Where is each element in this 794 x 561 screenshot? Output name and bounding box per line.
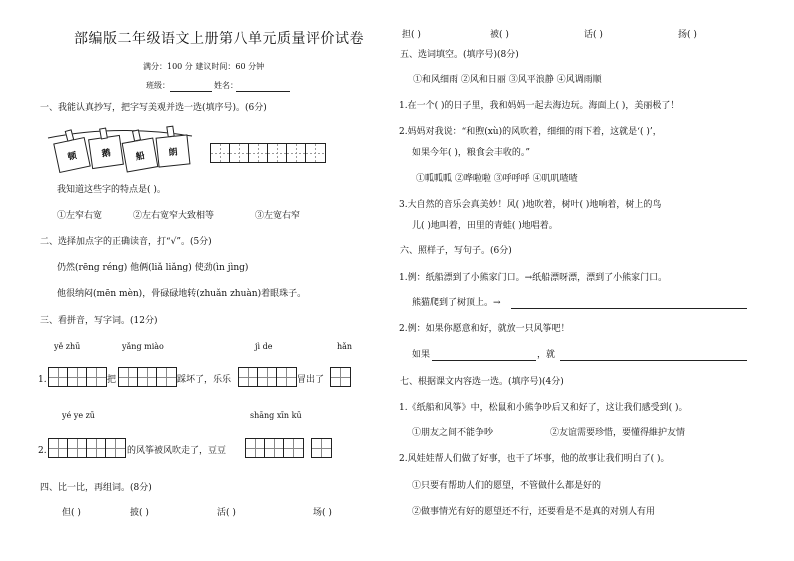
s5-options-1: ①和风细雨 ②风和日丽 ③风平浪静 ④风调雨顺 [413, 75, 602, 85]
text-fragment: 把 [107, 375, 117, 385]
write-grid[interactable] [118, 367, 177, 387]
row-number: 1. [38, 375, 47, 385]
char-card: 船 [122, 137, 159, 172]
s7-q2-option: ②做事情光有好的愿望还不行，还要看是不是真的对别人有用 [412, 507, 656, 517]
pinyin: hǎn [337, 342, 353, 351]
char-card: 顿 [53, 137, 91, 173]
compare-word: 场( ) [313, 508, 332, 518]
s2-line-2: 他很纳闷(mēn mèn)，骨碌碌地转(zhuǎn zhuàn)着眼珠子。 [57, 289, 307, 299]
pinyin: yé ye zū [62, 411, 95, 420]
s7-q2: 2.风娃娃帮人们做了好事，也干了坏事，他的故事让我们明白了( )。 [399, 454, 670, 464]
s7-q2-option: ①只要有帮助人们的愿望，不管做什么都是好的 [412, 481, 602, 491]
class-label: 班级： [146, 81, 170, 90]
s1-question: 我知道这些字的特点是( )。 [57, 185, 166, 195]
section-5-heading: 五、选词填空。(填序号)(8分) [400, 50, 519, 60]
s1-option: ③左宽右窄 [255, 211, 301, 221]
s7-q1-option: ①朋友之间不能争吵 [412, 428, 494, 438]
compare-word: 披( ) [130, 508, 149, 518]
compare-word: 活( ) [217, 508, 236, 518]
write-grid[interactable] [330, 367, 351, 387]
pinyin: jì de [255, 342, 273, 351]
s6-q1-prompt: 熊猫爬到了树顶上。→ [412, 298, 501, 308]
s2-line-1: 仍然(rēng réng) 他俩(liǎ liǎng) 使劲(ìn jìng) [57, 263, 249, 273]
s5-options-2: ①呱呱呱 ②哗啦啦 ③呼呼呼 ④叽叽喳喳 [416, 174, 578, 184]
s1-option: ①左窄右宽 [57, 211, 103, 221]
page-title: 部编版二年级语文上册第八单元质量评价试卷 [74, 31, 364, 47]
clip-icon [166, 126, 174, 138]
s6-q2: 2.例：如果你愿意和好，就放一只风筝吧！ [399, 324, 570, 334]
s5-q1: 1.在一个( )的日子里，我和妈妈一起去海边玩。海面上( )，美丽极了！ [399, 101, 680, 111]
class-blank[interactable] [170, 91, 212, 92]
answer-line[interactable] [511, 308, 747, 309]
pinyin: shāng xīn kū [250, 411, 302, 420]
row-number: 2. [38, 446, 47, 456]
answer-line[interactable] [432, 360, 536, 361]
char-card: 朗 [156, 134, 191, 167]
pinyin: yě zhū [54, 342, 81, 351]
write-grid[interactable] [48, 367, 107, 387]
section-2-heading: 二、选择加点字的正确读音，打“√”。(5分) [40, 237, 212, 247]
copy-grid[interactable] [210, 143, 326, 163]
name-blank[interactable] [236, 91, 290, 92]
write-grid[interactable] [311, 438, 332, 458]
section-3-heading: 三、看拼音，写字词。(12分) [40, 316, 158, 326]
answer-line[interactable] [560, 360, 747, 361]
text-fragment: 冒出了 [297, 375, 325, 385]
s6-q2-then: ，就 [537, 350, 556, 360]
compare-word: 扬( ) [678, 30, 697, 40]
text-fragment: 踩坏了，乐乐 [177, 375, 232, 385]
compare-word: 但( ) [62, 508, 81, 518]
char-card: 鹅 [88, 135, 124, 169]
write-grid[interactable] [245, 438, 304, 458]
s5-q3-line2: 儿( )地叫着，田里的青蛙( )地唱着。 [412, 221, 558, 231]
compare-word: 被( ) [490, 30, 509, 40]
s6-q2-if: 如果 [412, 350, 431, 360]
write-grid[interactable] [238, 367, 297, 387]
s7-q1: 1.《纸船和风筝》中，松鼠和小熊争吵后又和好了，这让我们感受到( )。 [399, 403, 688, 413]
compare-word: 担( ) [402, 30, 421, 40]
section-1-heading: 一、我能认真抄写，把字写美观并选一选(填序号)。(6分) [40, 103, 267, 113]
section-4-heading: 四、比一比，再组词。(8分) [40, 483, 152, 493]
write-grid[interactable] [48, 438, 126, 458]
pinyin: yǎng miào [122, 342, 164, 351]
compare-word: 话( ) [584, 30, 603, 40]
s7-q1-option: ②友谊需要珍惜，要懂得維护友情 [550, 428, 686, 438]
section-6-heading: 六、照样子，写句子。(6分) [400, 246, 512, 256]
s5-q2-line2: 如果今年( )，粮食会丰收的。” [412, 148, 530, 158]
score-info: 满分：100 分 建议时间：60 分钟 [143, 62, 265, 71]
s1-option: ②左右宽窄大致相等 [133, 211, 215, 221]
s5-q3-line1: 3.大自然的音乐会真美妙！风( )地吹着，树叶( )地响着，树上的鸟 [399, 200, 662, 210]
text-fragment: 的风筝被风吹走了，豆豆 [127, 446, 227, 456]
s6-q1: 1.例：纸船漂到了小熊家门口。→纸船漂呀漂，漂到了小熊家门口。 [399, 273, 668, 283]
name-label: 姓名： [214, 81, 238, 90]
s5-q2-line1: 2.妈妈对我说：“和煦(xù)的风吹着，细细的雨下着，这就是‘( )’， [399, 127, 662, 137]
section-7-heading: 七、根据课文内容选一选。(填序号)(4分) [400, 377, 564, 387]
